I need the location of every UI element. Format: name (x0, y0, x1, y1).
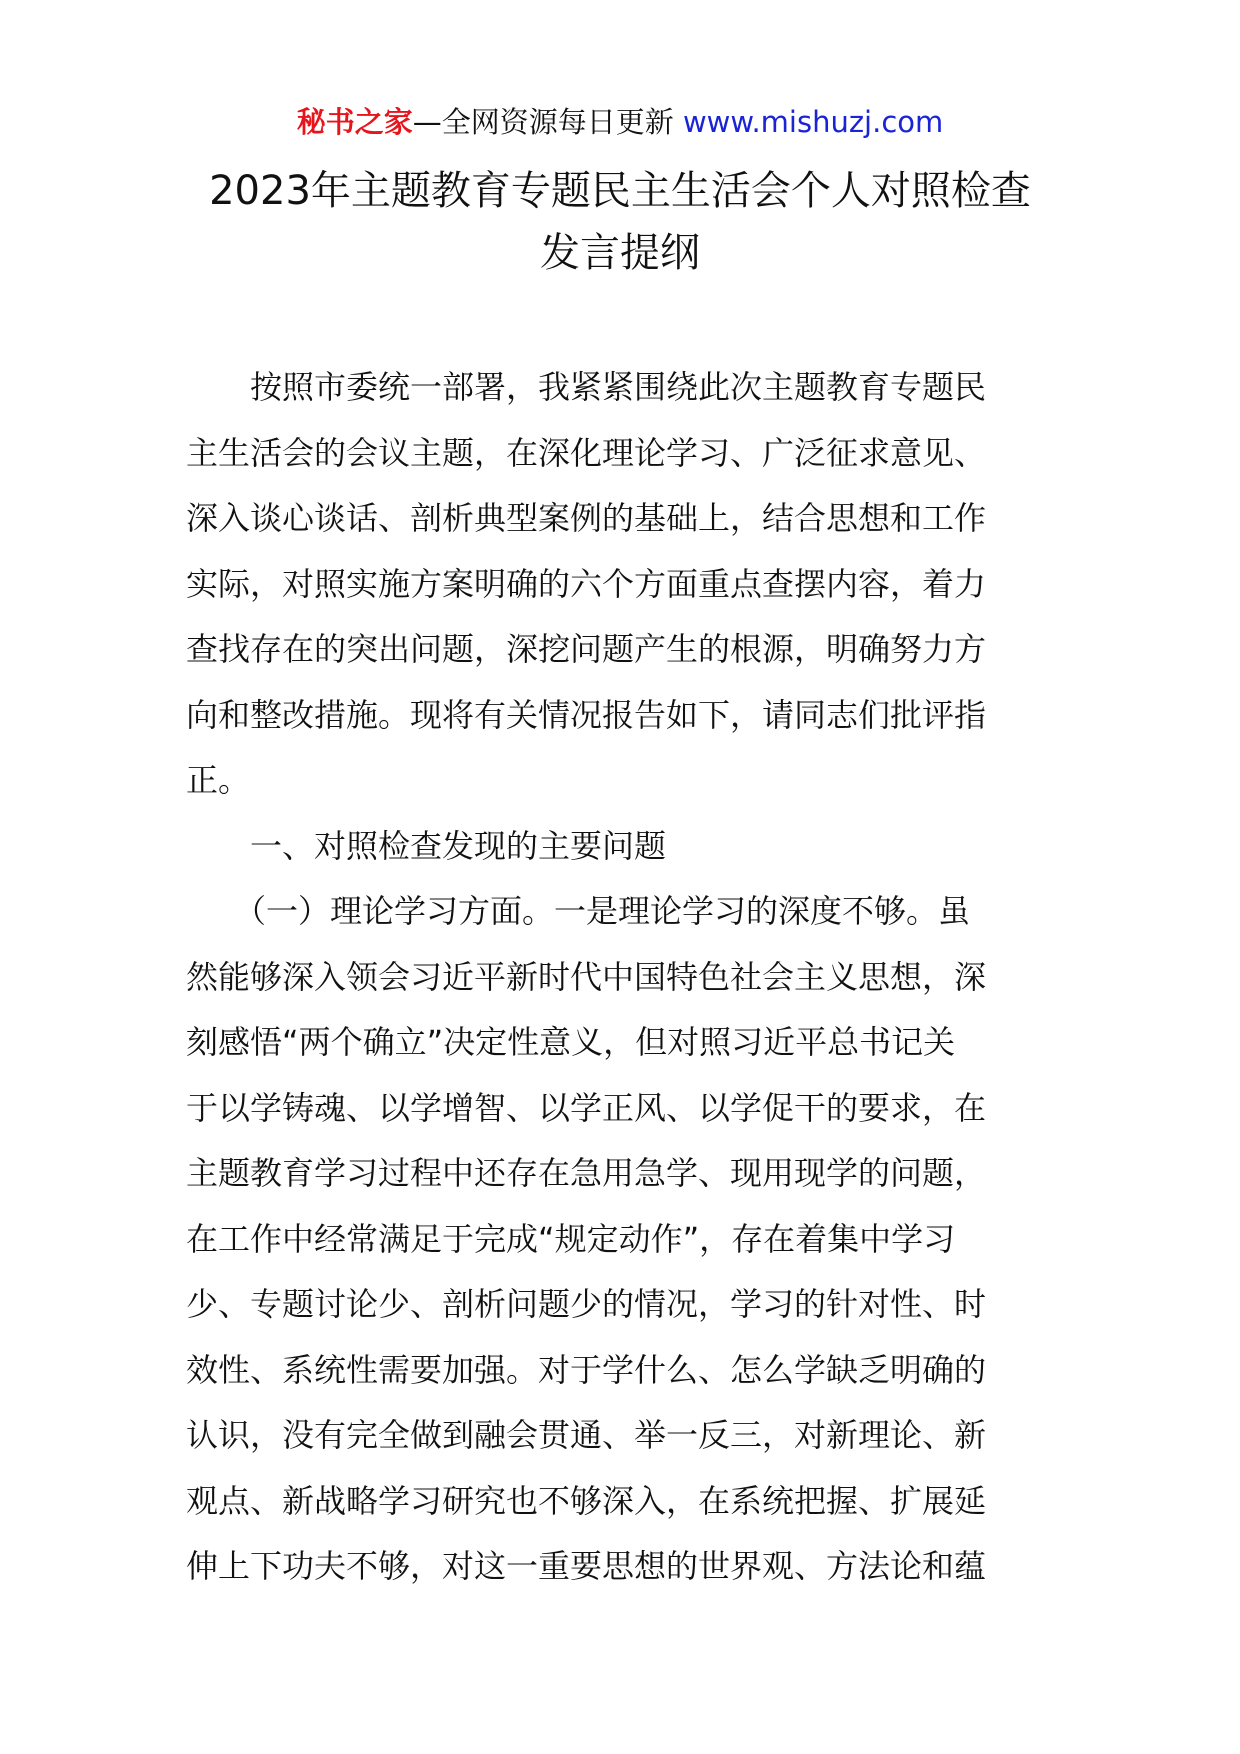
intro-line: 查找存在的突出问题，深挖问题产生的根源，明确努力方 (186, 630, 987, 668)
intro-line: 主生活会的会议主题，在深化理论学习、广泛征求意见、 (186, 433, 987, 472)
intro-paragraph (186, 355, 1056, 814)
section1-line: 刻感悟“两个确立”决定性意义，但对照习近平总书记关 (186, 1023, 956, 1061)
section1-line: 伸上下功夫不够，对这一重要思想的世界观、方法论和蕴 (186, 1547, 987, 1585)
title-line-2: 发言提纲 (540, 230, 700, 276)
section1-line: 在工作中经常满足于完成“规定动作”，存在着集中学习 (186, 1219, 956, 1258)
site-banner (0, 102, 1240, 142)
intro-line: 实际，对照实施方案明确的六个方面重点查摆内容，着力 (186, 564, 987, 603)
intro-line: 正。 (186, 761, 251, 799)
section1-paragraph (186, 879, 1056, 1600)
section1-line: 效性、系统性需要加强。对于学什么、怎么学缺乏明确的 (186, 1350, 987, 1389)
title-line-1: 2023年主题教育专题民主生活会个人对照检查 (209, 168, 1031, 214)
document-title (150, 160, 1090, 284)
intro-line: 向和整改措施。现将有关情况报告如下，请同志们批评指 (186, 695, 987, 734)
brand-name: 秘书之家 (296, 105, 413, 139)
intro-line: 深入谈心谈话、剖析典型案例的基础上，结合思想和工作 (186, 499, 987, 537)
intro-line: 按照市委统一部署，我紧紧围绕此次主题教育专题民 (250, 368, 987, 406)
document-body (186, 355, 1056, 1600)
section-heading: 一、对照检查发现的主要问题 (250, 826, 667, 865)
section1-line: 然能够深入领会习近平新时代中国特色社会主义思想，深 (186, 957, 987, 996)
section1-line: 少、专题讨论少、剖析问题少的情况，学习的针对性、时 (186, 1285, 987, 1323)
section1-line: 观点、新战略学习研究也不够深入，在系统把握、扩展延 (186, 1481, 987, 1520)
section1-line: （一）理论学习方面。一是理论学习的深度不够。虽 (234, 892, 971, 930)
section1-line: 于以学铸魂、以学增智、以学正风、以学促干的要求，在 (186, 1088, 987, 1127)
site-url-link[interactable]: www.mishuzj.com (682, 105, 944, 139)
section1-line: 认识，没有完全做到融会贯通、举一反三，对新理论、新 (186, 1416, 987, 1454)
banner-slogan: —全网资源每日更新 (412, 105, 674, 139)
section1-line: 主题教育学习过程中还存在急用急学、现用现学的问题， (186, 1154, 987, 1192)
